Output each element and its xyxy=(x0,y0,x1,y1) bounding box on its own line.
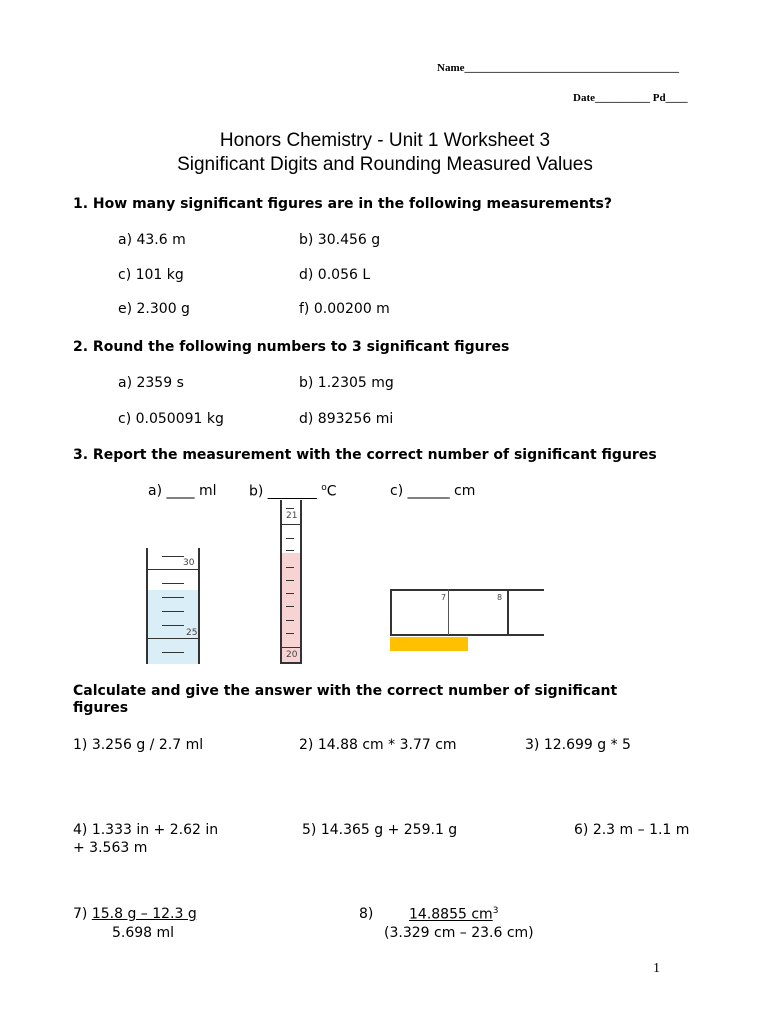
q3-part-b xyxy=(249,483,337,500)
problem-7-denominator: 5.698 ml xyxy=(112,925,175,941)
q2-item-c: c) 0.050091 kg xyxy=(118,411,224,427)
page-title: Honors Chemistry - Unit 1 Worksheet 3 xyxy=(219,130,551,151)
thermometer-label-20: 20 xyxy=(286,650,298,660)
problem-8-denominator: (3.329 cm – 23.6 cm) xyxy=(384,925,534,941)
problem-2: 2) 14.88 cm * 3.77 cm xyxy=(299,737,457,753)
q3-part-b-unit: C xyxy=(326,483,337,500)
measured-bar xyxy=(390,637,468,651)
ruler-label-7: 7 xyxy=(441,593,447,602)
graduated-cylinder xyxy=(146,548,200,664)
problem-7-label: 7) xyxy=(73,906,92,922)
q1-item-d: d) 0.056 L xyxy=(299,267,371,283)
problem-5: 5) 14.365 g + 259.1 g xyxy=(302,822,458,838)
problem-8-label: 8) xyxy=(359,906,374,922)
q3-part-c: c) ______ cm xyxy=(390,483,476,499)
q2-item-a: a) 2359 s xyxy=(118,375,184,391)
thermometer xyxy=(280,500,302,663)
q3-part-b-blank: b) _______ xyxy=(249,483,322,500)
q1-item-f: f) 0.00200 m xyxy=(299,301,390,317)
ruler-label-8: 8 xyxy=(497,593,503,602)
page-number: 1 xyxy=(653,961,660,976)
q1-item-b: b) 30.456 g xyxy=(299,232,381,248)
q1-item-e: e) 2.300 g xyxy=(118,301,190,317)
problem-1: 1) 3.256 g / 2.7 ml xyxy=(73,737,204,753)
calc-heading: Calculate and give the answer with the correct number of significant xyxy=(73,683,618,699)
thermometer-label-21: 21 xyxy=(286,511,298,521)
problem-4-cont: + 3.563 m xyxy=(73,840,148,856)
problem-3: 3) 12.699 g * 5 xyxy=(525,737,631,753)
page-subtitle: Significant Digits and Rounding Measured Values xyxy=(177,154,593,175)
name-line xyxy=(437,62,679,74)
problem-4: 4) 1.333 in + 2.62 in xyxy=(73,822,219,838)
problem-8-numerator-text: 14.8855 cm xyxy=(409,906,493,923)
degree-symbol: o xyxy=(321,483,327,493)
date-period-line xyxy=(573,92,688,104)
q1-heading: 1. How many significant figures are in the following measurements? xyxy=(73,196,612,212)
date-blank: __________ xyxy=(595,92,650,104)
problem-8-exponent: 3 xyxy=(492,906,499,916)
name-blank: _______________________________________ xyxy=(464,62,679,74)
q2-item-b: b) 1.2305 mg xyxy=(299,375,394,391)
q1-item-a: a) 43.6 m xyxy=(118,232,186,248)
problem-6: 6) 2.3 m – 1.1 m xyxy=(574,822,690,838)
problem-7 xyxy=(73,906,197,922)
thermometer-fill xyxy=(282,553,301,662)
q2-item-d: d) 893256 mi xyxy=(299,411,394,427)
ruler xyxy=(390,589,544,637)
problem-7-numerator: 15.8 g – 12.3 g xyxy=(91,906,197,922)
cylinder-label-25: 25 xyxy=(186,628,198,638)
cylinder-label-30: 30 xyxy=(183,558,195,568)
date-label: Date xyxy=(573,92,595,104)
period-label: Pd xyxy=(652,92,666,104)
period-blank: ____ xyxy=(665,92,688,104)
q2-heading: 2. Round the following numbers to 3 significant figures xyxy=(73,339,510,355)
problem-8-numerator xyxy=(409,906,498,923)
calc-heading-cont: figures xyxy=(73,700,129,716)
q3-part-a: a) ____ ml xyxy=(148,483,217,499)
q3-heading: 3. Report the measurement with the correct number of significant figures xyxy=(73,447,657,463)
q1-item-c: c) 101 kg xyxy=(118,267,184,283)
name-label: Name xyxy=(437,62,465,74)
